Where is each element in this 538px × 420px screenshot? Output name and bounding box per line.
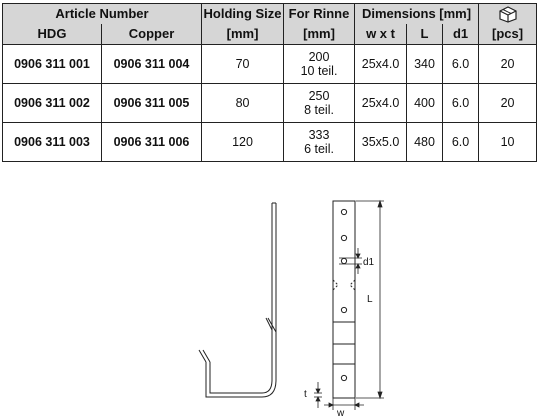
dimensions-header: Dimensions [mm] (355, 4, 479, 24)
d1-label: d1 (363, 257, 375, 268)
rinne-main: 250 (308, 89, 330, 103)
pcs-value: 20 (479, 45, 537, 84)
l-header: L (407, 24, 443, 45)
holding-size-value: 120 (202, 123, 284, 162)
hdg-code: 0906 311 002 (3, 84, 102, 123)
holding-size-value: 70 (202, 45, 284, 84)
bracket-front-view (333, 201, 355, 398)
holding-size-value: 80 (202, 84, 284, 123)
d1-value: 6.0 (443, 123, 479, 162)
copper-code: 0906 311 004 (102, 45, 202, 84)
l-value: 480 (407, 123, 443, 162)
wxt-value: 25x4.0 (355, 84, 407, 123)
wxt-value: 35x5.0 (355, 123, 407, 162)
t-dimension (314, 382, 322, 408)
copper-header: Copper (102, 24, 202, 45)
hdg-header: HDG (3, 24, 102, 45)
d1-header: d1 (443, 24, 479, 45)
hdg-code: 0906 311 001 (3, 45, 102, 84)
for-rinne-header: For Rinne (284, 4, 355, 24)
pcs-value: 10 (479, 123, 537, 162)
for-rinne-unit: [mm] (284, 24, 355, 45)
d1-value: 6.0 (443, 45, 479, 84)
holding-size-header: Holding Size (202, 4, 284, 24)
l-value: 400 (407, 84, 443, 123)
rinne-sub: 6 teil. (304, 142, 334, 156)
rinne-main: 200 (308, 50, 330, 64)
bracket-side-view (199, 203, 276, 397)
wxt-header: w x t (355, 24, 407, 45)
holding-size-unit: [mm] (202, 24, 284, 45)
rinne-main: 333 (308, 128, 330, 142)
pcs-header: [pcs] (479, 24, 537, 45)
copper-code: 0906 311 005 (102, 84, 202, 123)
article-number-header: Article Number (3, 4, 202, 24)
copper-code: 0906 311 006 (102, 123, 202, 162)
w-label: w (337, 408, 345, 419)
pcs-value: 20 (479, 84, 537, 123)
rinne-sub: 8 teil. (304, 103, 334, 117)
t-label: t (304, 389, 307, 400)
d1-value: 6.0 (443, 84, 479, 123)
hdg-code: 0906 311 003 (3, 123, 102, 162)
l-value: 340 (407, 45, 443, 84)
rinne-sub: 10 teil. (300, 64, 338, 78)
l-label: L (367, 294, 373, 305)
wxt-value: 25x4.0 (355, 45, 407, 84)
